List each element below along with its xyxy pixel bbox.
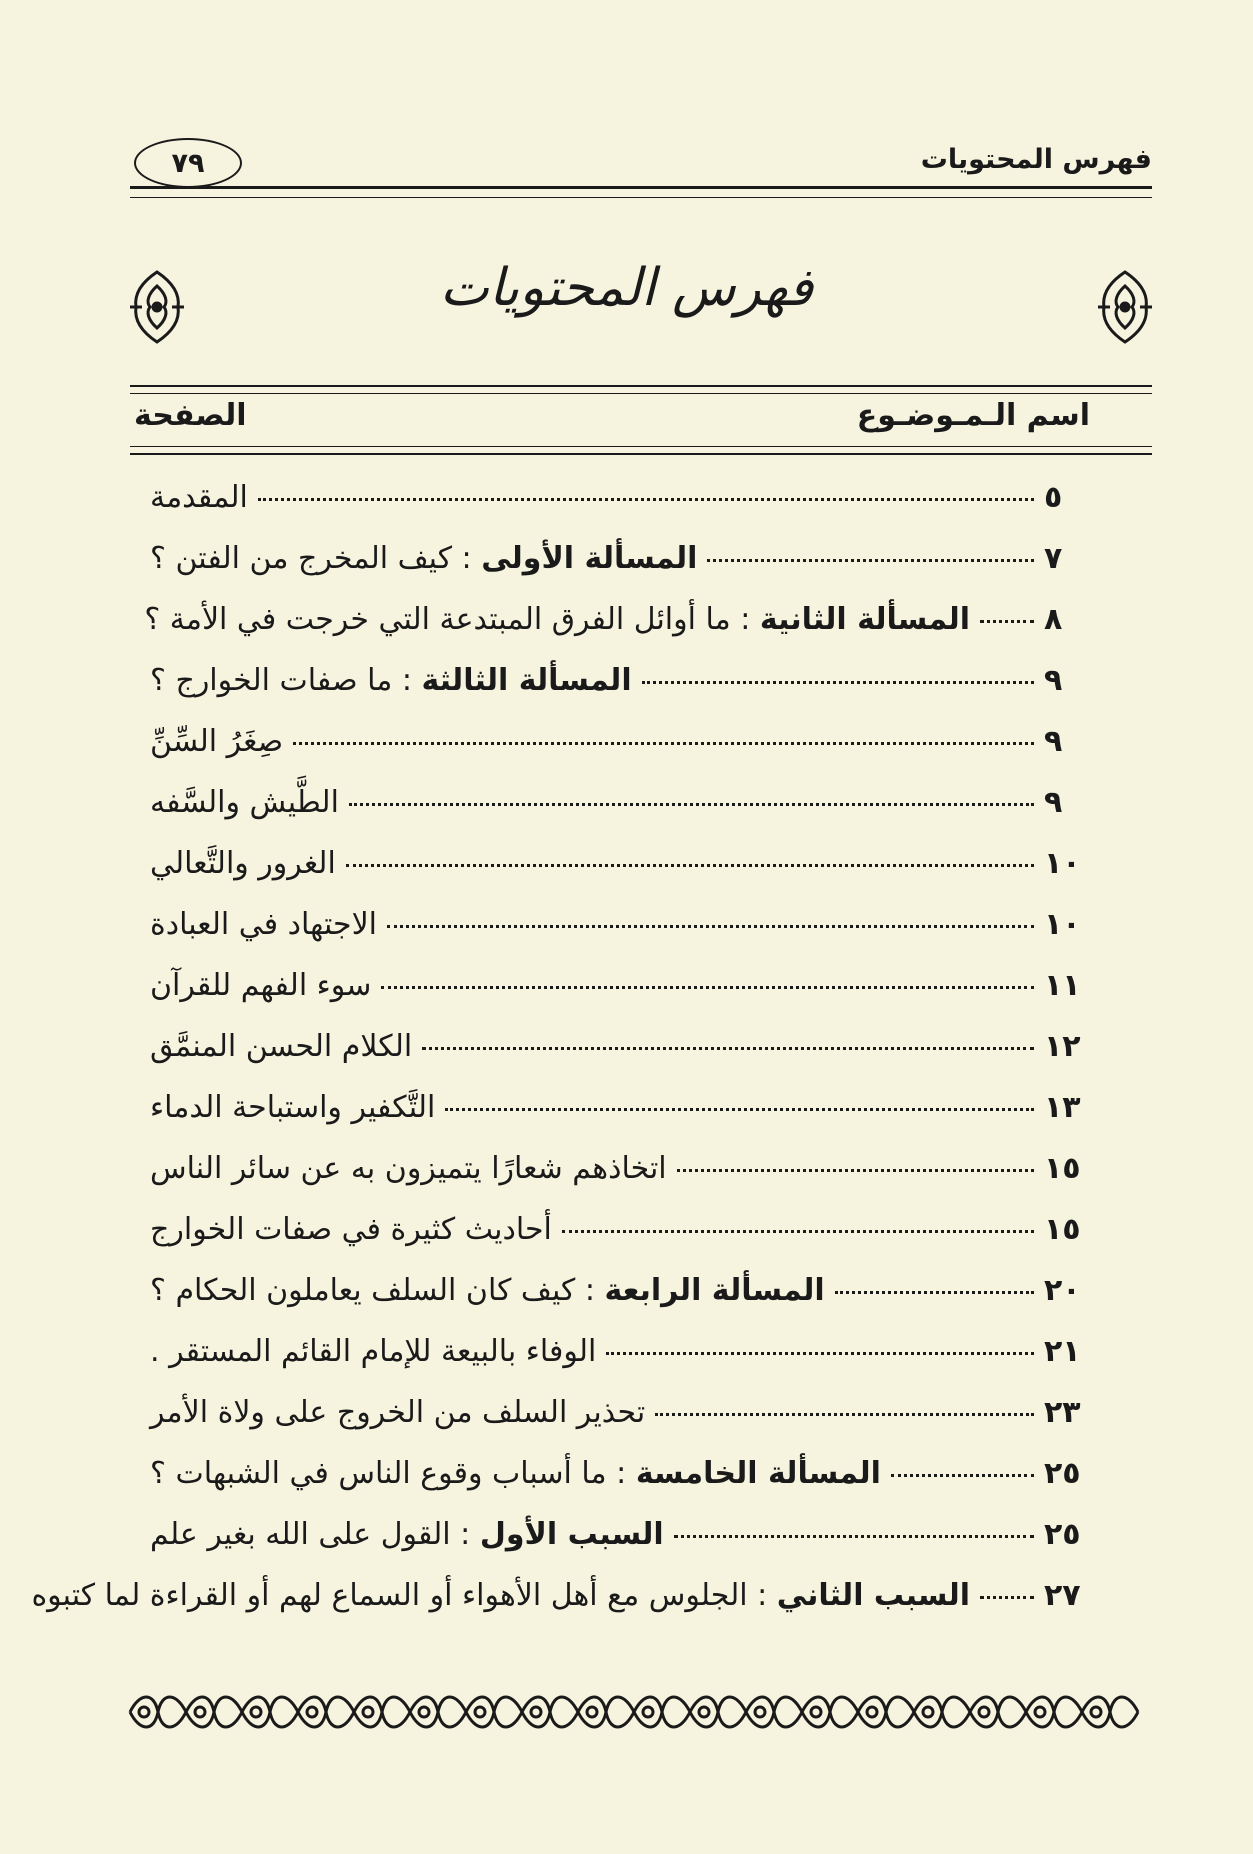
toc-entry-page: ٢٧ (1044, 1578, 1081, 1613)
toc-entry-label: المسألة الأولى (481, 541, 698, 576)
toc-entry (150, 541, 1094, 602)
toc-entry-title (150, 1395, 645, 1430)
toc-entry-title (150, 663, 632, 698)
toc-entry-label: المسألة الثانية (759, 602, 970, 637)
toc-entry-page: ٩ (1044, 724, 1063, 759)
toc-entry-title (150, 968, 371, 1003)
toc-entry-page: ٢٥ (1044, 1517, 1081, 1552)
toc-entry-text: المقدمة (150, 480, 248, 515)
toc-entry-title (150, 785, 339, 820)
toc-entry-page: ١٥ (1044, 1151, 1081, 1186)
toc-entry-text: الاجتهاد في العبادة (150, 907, 378, 942)
toc-entry-page: ١٣ (1044, 1090, 1081, 1125)
toc-entry (150, 907, 1094, 968)
toc-entry-text: الطَّيش والسَّفه (150, 785, 339, 820)
toc-entry-title (150, 480, 248, 515)
toc-entry-label: السبب الثاني (776, 1578, 970, 1613)
toc-entry-title (31, 1578, 970, 1613)
border-ring (923, 1707, 933, 1717)
toc-entry (150, 785, 1094, 846)
dot-leader (980, 1596, 1034, 1599)
dot-leader (642, 681, 1034, 684)
running-header-title: فهرس المحتويات (920, 144, 1152, 175)
toc-entry-title (150, 1029, 412, 1064)
dot-leader (387, 925, 1034, 928)
toc-entry-text: : ما صفات الخوارج ؟ (150, 663, 422, 698)
border-ring (195, 1707, 205, 1717)
toc-entry (31, 1578, 1094, 1639)
toc-entry (150, 1090, 1094, 1151)
dot-leader (445, 1108, 1034, 1111)
toc-entry-text: الوفاء بالبيعة للإمام القائم المستقر . (150, 1334, 597, 1369)
toc-entry-page: ٩ (1044, 663, 1063, 698)
toc-entry-page: ٥ (1044, 480, 1063, 515)
toc-entry-page: ٢١ (1044, 1334, 1081, 1369)
toc-entry (150, 968, 1094, 1029)
toc-entry (150, 1212, 1094, 1273)
dot-leader (258, 498, 1034, 501)
toc-entry (150, 1517, 1094, 1578)
toc-entry-title (150, 1273, 825, 1308)
toc-entry-title (150, 907, 377, 942)
toc-entry-title (150, 1090, 435, 1125)
dot-leader (674, 1535, 1034, 1538)
page-number-badge (134, 138, 242, 188)
toc-entry (150, 1395, 1094, 1456)
toc-entry-title (150, 1334, 596, 1369)
toc-entry-label: السبب الأول (479, 1517, 664, 1552)
toc-entry-title (144, 602, 970, 637)
toc-entry-page: ١٠ (1044, 907, 1081, 942)
toc-entry-page: ٨ (1044, 602, 1063, 637)
border-ring (251, 1707, 261, 1717)
column-header (130, 398, 1152, 438)
toc-entry-title (150, 1456, 881, 1491)
dot-leader (293, 742, 1034, 745)
toc-entry-title (150, 541, 697, 576)
dot-leader (346, 864, 1034, 867)
border-ring (1035, 1707, 1045, 1717)
dot-leader (891, 1474, 1034, 1477)
page-number: ٧٩ (171, 147, 205, 179)
toc-entry (150, 1029, 1094, 1090)
dot-leader (707, 559, 1034, 562)
toc-entry-text: : ما أسباب وقوع الناس في الشبهات ؟ (150, 1456, 636, 1491)
dot-leader (349, 803, 1034, 806)
decorative-border-icon (130, 1688, 1152, 1736)
dot-leader (381, 986, 1034, 989)
toc-entry (150, 1456, 1094, 1517)
dot-leader (422, 1047, 1034, 1050)
border-ring (1091, 1707, 1101, 1717)
toc-entry-text: سوء الفهم للقرآن (150, 968, 372, 1003)
toc-entry-text: : كيف المخرج من الفتن ؟ (150, 541, 482, 576)
toc-entry (150, 480, 1094, 541)
toc-entry-page: ٩ (1044, 785, 1063, 820)
border-ring (699, 1707, 709, 1717)
toc-entry-title (150, 1517, 664, 1552)
toc-entry-page: ٧ (1044, 541, 1063, 576)
column-page-label: الصفحة (134, 398, 247, 433)
border-ring (587, 1707, 597, 1717)
border-ring (307, 1707, 317, 1717)
floral-ornament-icon (1096, 268, 1154, 346)
toc-entry-text: التَّكفير واستباحة الدماء (150, 1090, 436, 1125)
toc-entry-text: : ما أوائل الفرق المبتدعة التي خرجت في الأمة ؟ (144, 602, 760, 637)
toc-entry-page: ١٢ (1044, 1029, 1081, 1064)
toc-entry (150, 1273, 1094, 1334)
toc-entry-page: ١٥ (1044, 1212, 1081, 1247)
toc-entry-text: تحذير السلف من الخروج على ولاة الأمر (150, 1395, 646, 1430)
page-title: فهرس المحتويات (439, 258, 814, 318)
border-ring (363, 1707, 373, 1717)
toc-entry-page: ١٠ (1044, 846, 1081, 881)
toc-entry-page: ١١ (1044, 968, 1081, 1003)
toc-entry-text: : الجلوس مع أهل الأهواء أو السماع لهم أو القراءة لما كتبوه (31, 1578, 777, 1613)
toc-entry-label: المسألة الثالثة (421, 663, 632, 698)
toc-entry-page: ٢٣ (1044, 1395, 1081, 1430)
toc-entry-title (150, 724, 283, 759)
dot-leader (562, 1230, 1034, 1233)
toc-entry-title (150, 1212, 552, 1247)
border-ring (643, 1707, 653, 1717)
dot-leader (835, 1291, 1034, 1294)
toc-entry-label: المسألة الخامسة (635, 1456, 881, 1491)
dot-leader (655, 1413, 1034, 1416)
dot-leader (606, 1352, 1034, 1355)
border-ring (811, 1707, 821, 1717)
toc-entry (150, 663, 1094, 724)
border-ring (531, 1707, 541, 1717)
toc-entry (150, 1151, 1094, 1212)
toc-entry-text: : كيف كان السلف يعاملون الحكام ؟ (150, 1273, 605, 1308)
column-topic-label: اسم الـمـوضـوع (856, 398, 1090, 433)
toc-entry-text: : القول على الله بغير علم (150, 1517, 480, 1552)
toc-entry-title (150, 1151, 667, 1186)
header-rule (130, 186, 1152, 198)
toc-entry-text: الكلام الحسن المنمَّق (150, 1029, 413, 1064)
toc-entry (144, 602, 1094, 663)
toc-entry-text: اتخاذهم شعارًا يتميزون به عن سائر الناس (150, 1151, 667, 1186)
border-ring (979, 1707, 989, 1717)
border-ring (139, 1707, 149, 1717)
toc-list (31, 480, 1094, 1639)
dot-leader (677, 1169, 1034, 1172)
border-ring (419, 1707, 429, 1717)
toc-entry (150, 1334, 1094, 1395)
toc-entry-page: ٢٥ (1044, 1456, 1081, 1491)
border-ring (867, 1707, 877, 1717)
toc-entry-page: ٢٠ (1044, 1273, 1081, 1308)
toc-entry-text: أحاديث كثيرة في صفات الخوارج (150, 1212, 552, 1247)
border-ring (755, 1707, 765, 1717)
column-header-rule-top (130, 385, 1152, 394)
dot-leader (980, 620, 1034, 623)
column-header-rule-bottom (130, 446, 1152, 455)
toc-entry (150, 846, 1094, 907)
toc-entry-text: الغرور والتَّعالي (150, 846, 336, 881)
toc-entry-title (150, 846, 336, 881)
toc-entry-text: صِغَرُ السِّنِّ (150, 724, 284, 759)
toc-entry-label: المسألة الرابعة (604, 1273, 825, 1308)
border-ring (475, 1707, 485, 1717)
toc-entry (150, 724, 1094, 785)
